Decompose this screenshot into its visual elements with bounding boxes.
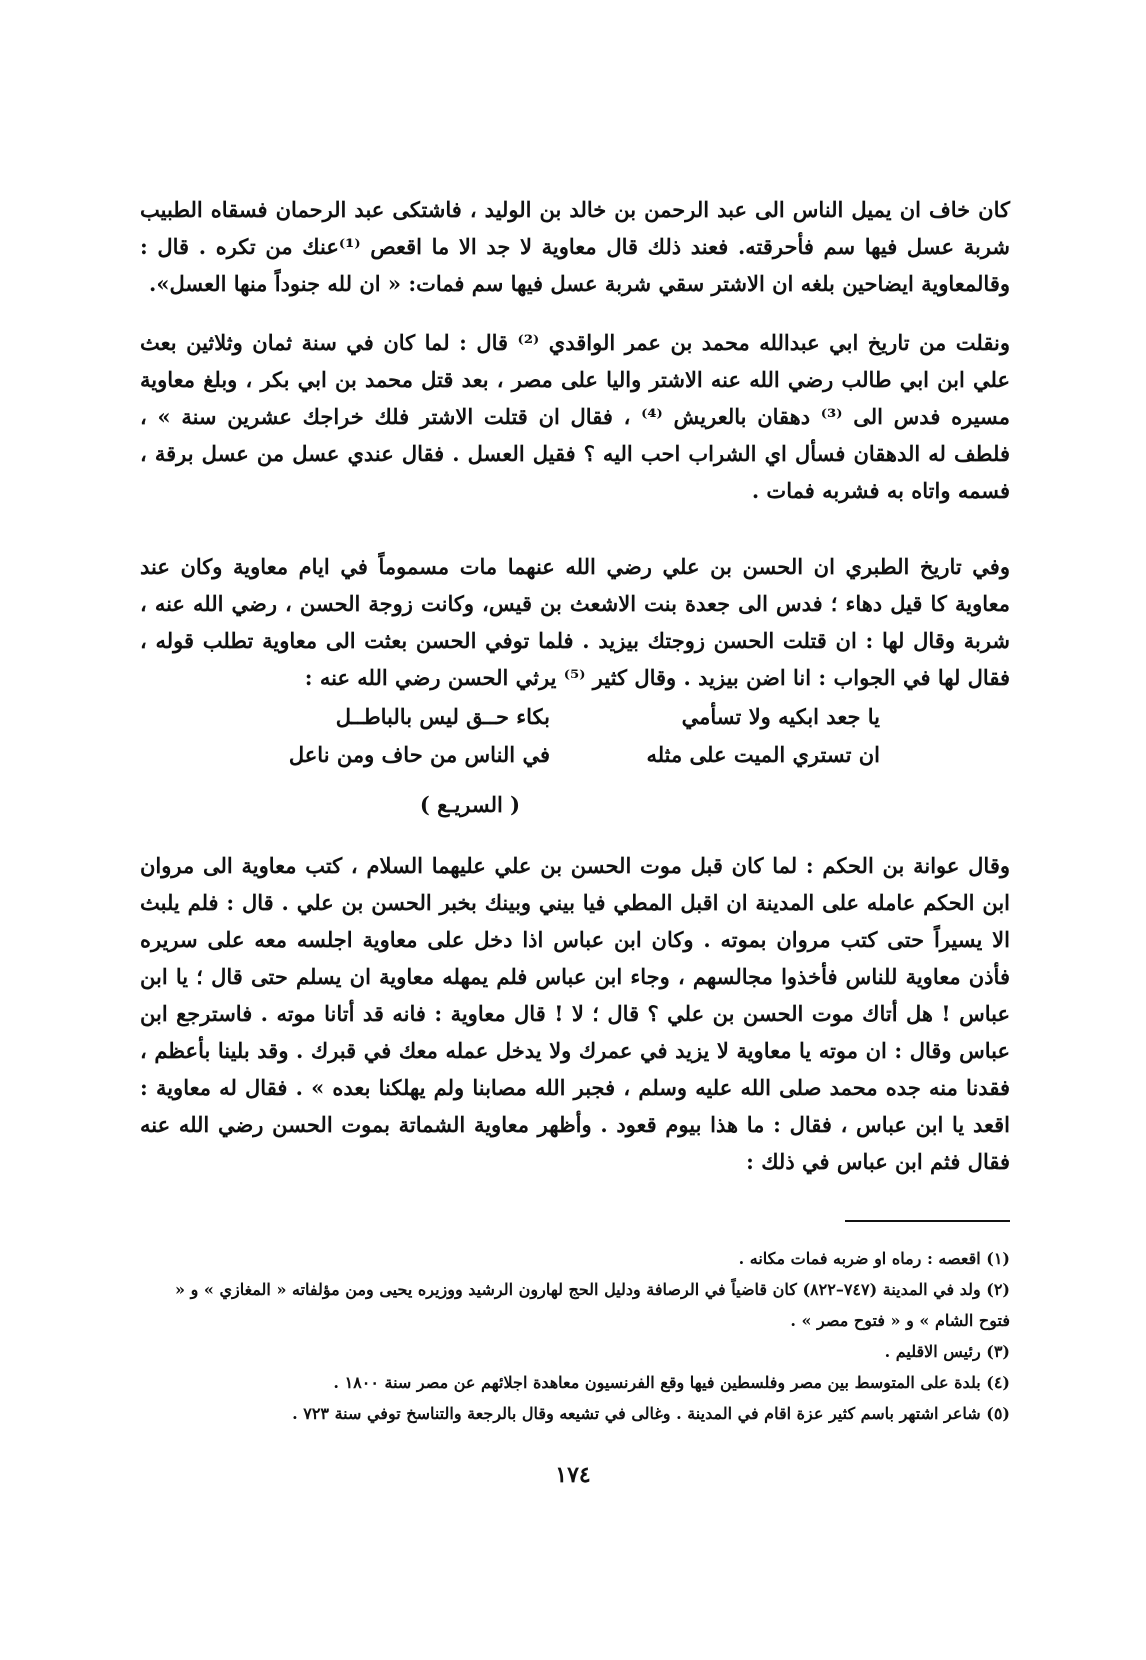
footnote-3: (٣) رئيس الاقليم . [884, 1342, 1010, 1361]
footnote-2: (٢) ولد في المدينة (٧٤٧–٨٢٢) كان قاضياً في الرصافة ودليل الحج لهارون الرشيد ووزيره يحيى ومن مؤلفاته « المغازي » و « فتوح الشام » و « فتوح مصر » . [175, 1280, 1010, 1330]
footnote-5: (٥) شاعر اشتهر باسم كثير عزة اقام في المدينة . وغالى في تشيعه وقال بالرجعة والتناسخ توفي سنة ٧٢٣ . [292, 1404, 1010, 1423]
footnote-4: (٤) بلدة على المتوسط بين مصر وفلسطين فيها وقع الفرنسيون معاهدة اجلائهم عن مصر سنة ١٨٠٠ . [333, 1373, 1010, 1392]
page-number: ١٧٤ [555, 1462, 591, 1488]
paragraph-2: ونقلت من تاريخ ابي عبدالله محمد بن عمر الواقدي ⁽²⁾ قال : لما كان في سنة ثمان وثلاثين بعث علي ابن ابي طالب رضي الله عنه الاشتر واليا على مصر ، بعد قتل محمد بن ابي بكر ، وبلغ معاوية مسيره فدس الى ⁽³⁾ دهقان بالعريش ⁽⁴⁾ ، فقال ان قتلت الاشتر فلك خراجك عشرين سنة » ، فلطف له الدهقان فسأل اي الشراب احب اليه ؟ فقيل العسل . فقال عندي عسل من عسل برقة ، فسمه واتاه به فشربه فمات . [140, 330, 1010, 503]
poem [280, 698, 880, 774]
hemistich-1a: يا جعد ابكيه ولا تسأمي [681, 704, 880, 729]
paragraph-4: وقال عوانة بن الحكم : لما كان قبل موت الحسن بن علي عليهما السلام ، كتب معاوية الى مروان ابن الحكم عامله على المدينة ان اقبل المطي فيا بيني وبينك بخبر الحسن بن علي . قال : فلم يلبث الا يسيراً حتى كتب مروان بموته . وكان ابن عباس اذا دخل على معاوية اجلسه معه على سريره فأذن معاوية للناس فأخذوا مجالسهم ، وجاء ابن عباس فلم يمهله معاوية ان يسلم حتى قال ؛ يا ابن عباس ! هل أتاك موت الحسن بن علي ؟ قال ؛ لا ! قال معاوية : فانه قد أتانا موته . فاسترجع ابن عباس وقال : ان موته يا معاوية لا يزيد في عمرك ولا يدخل عمله معك في قبرك . وقد بلينا بأعظم ، فقدنا منه جده محمد صلى الله عليه وسلم ، فجبر الله مصابنا ولم يهلكنا بعده » . فقال له معاوية : اقعد يا ابن عباس ، فقال : ما هذا بيوم قعود . وأظهر معاوية الشماتة بموت الحسن رضي الله عنه فقال فثم ابن عباس في ذلك : [140, 853, 1010, 1174]
footnotes [140, 1243, 1010, 1429]
hemistich-2b: في الناس من حاف ومن ناعل [288, 742, 550, 767]
poem-line-1 [280, 698, 880, 736]
paragraph-1: كان خاف ان يميل الناس الى عبد الرحمن بن خالد بن الوليد ، فاشتكى عبد الرحمان فسقاه الطبيب شربة عسل فيها سم فأحرقته. فعند ذلك قال معاوية لا جد الا ما اقعص ⁽¹⁾عنك من تكره . قال : وقالمعاوية ايضاحين بلغه ان الاشتر سقي شربة عسل فيها سم فمات: « ان لله جنوداً منها العسل». [140, 197, 1010, 296]
hemistich-2a: ان تستري الميت على مثله [646, 742, 880, 767]
poem-line-2 [280, 736, 880, 774]
poem-meter: ( السريـع ) [419, 792, 521, 817]
hemistich-1b: بكاء حــق ليس بالباطــل [335, 704, 550, 729]
footnote-divider [845, 1220, 1010, 1222]
footnote-1: (١) اقعصه : رماه او ضربه فمات مكانه . [738, 1249, 1010, 1268]
paragraph-3: وفي تاريخ الطبري ان الحسن بن علي رضي الله عنهما مات مسموماً في ايام معاوية وكان عند معاوية كا قيل دهاء ؛ فدس الى جعدة بنت الاشعث بن قيس، وكانت زوجة الحسن ، رضي الله عنه ، شربة وقال لها : ان قتلت الحسن زوجتك بيزيد . فلما توفي الحسن بعثت الى معاوية تطلب قوله ، فقال لها في الجواب : انا اضن بيزيد . وقال كثير ⁽⁵⁾ يرثي الحسن رضي الله عنه : [140, 554, 1010, 690]
